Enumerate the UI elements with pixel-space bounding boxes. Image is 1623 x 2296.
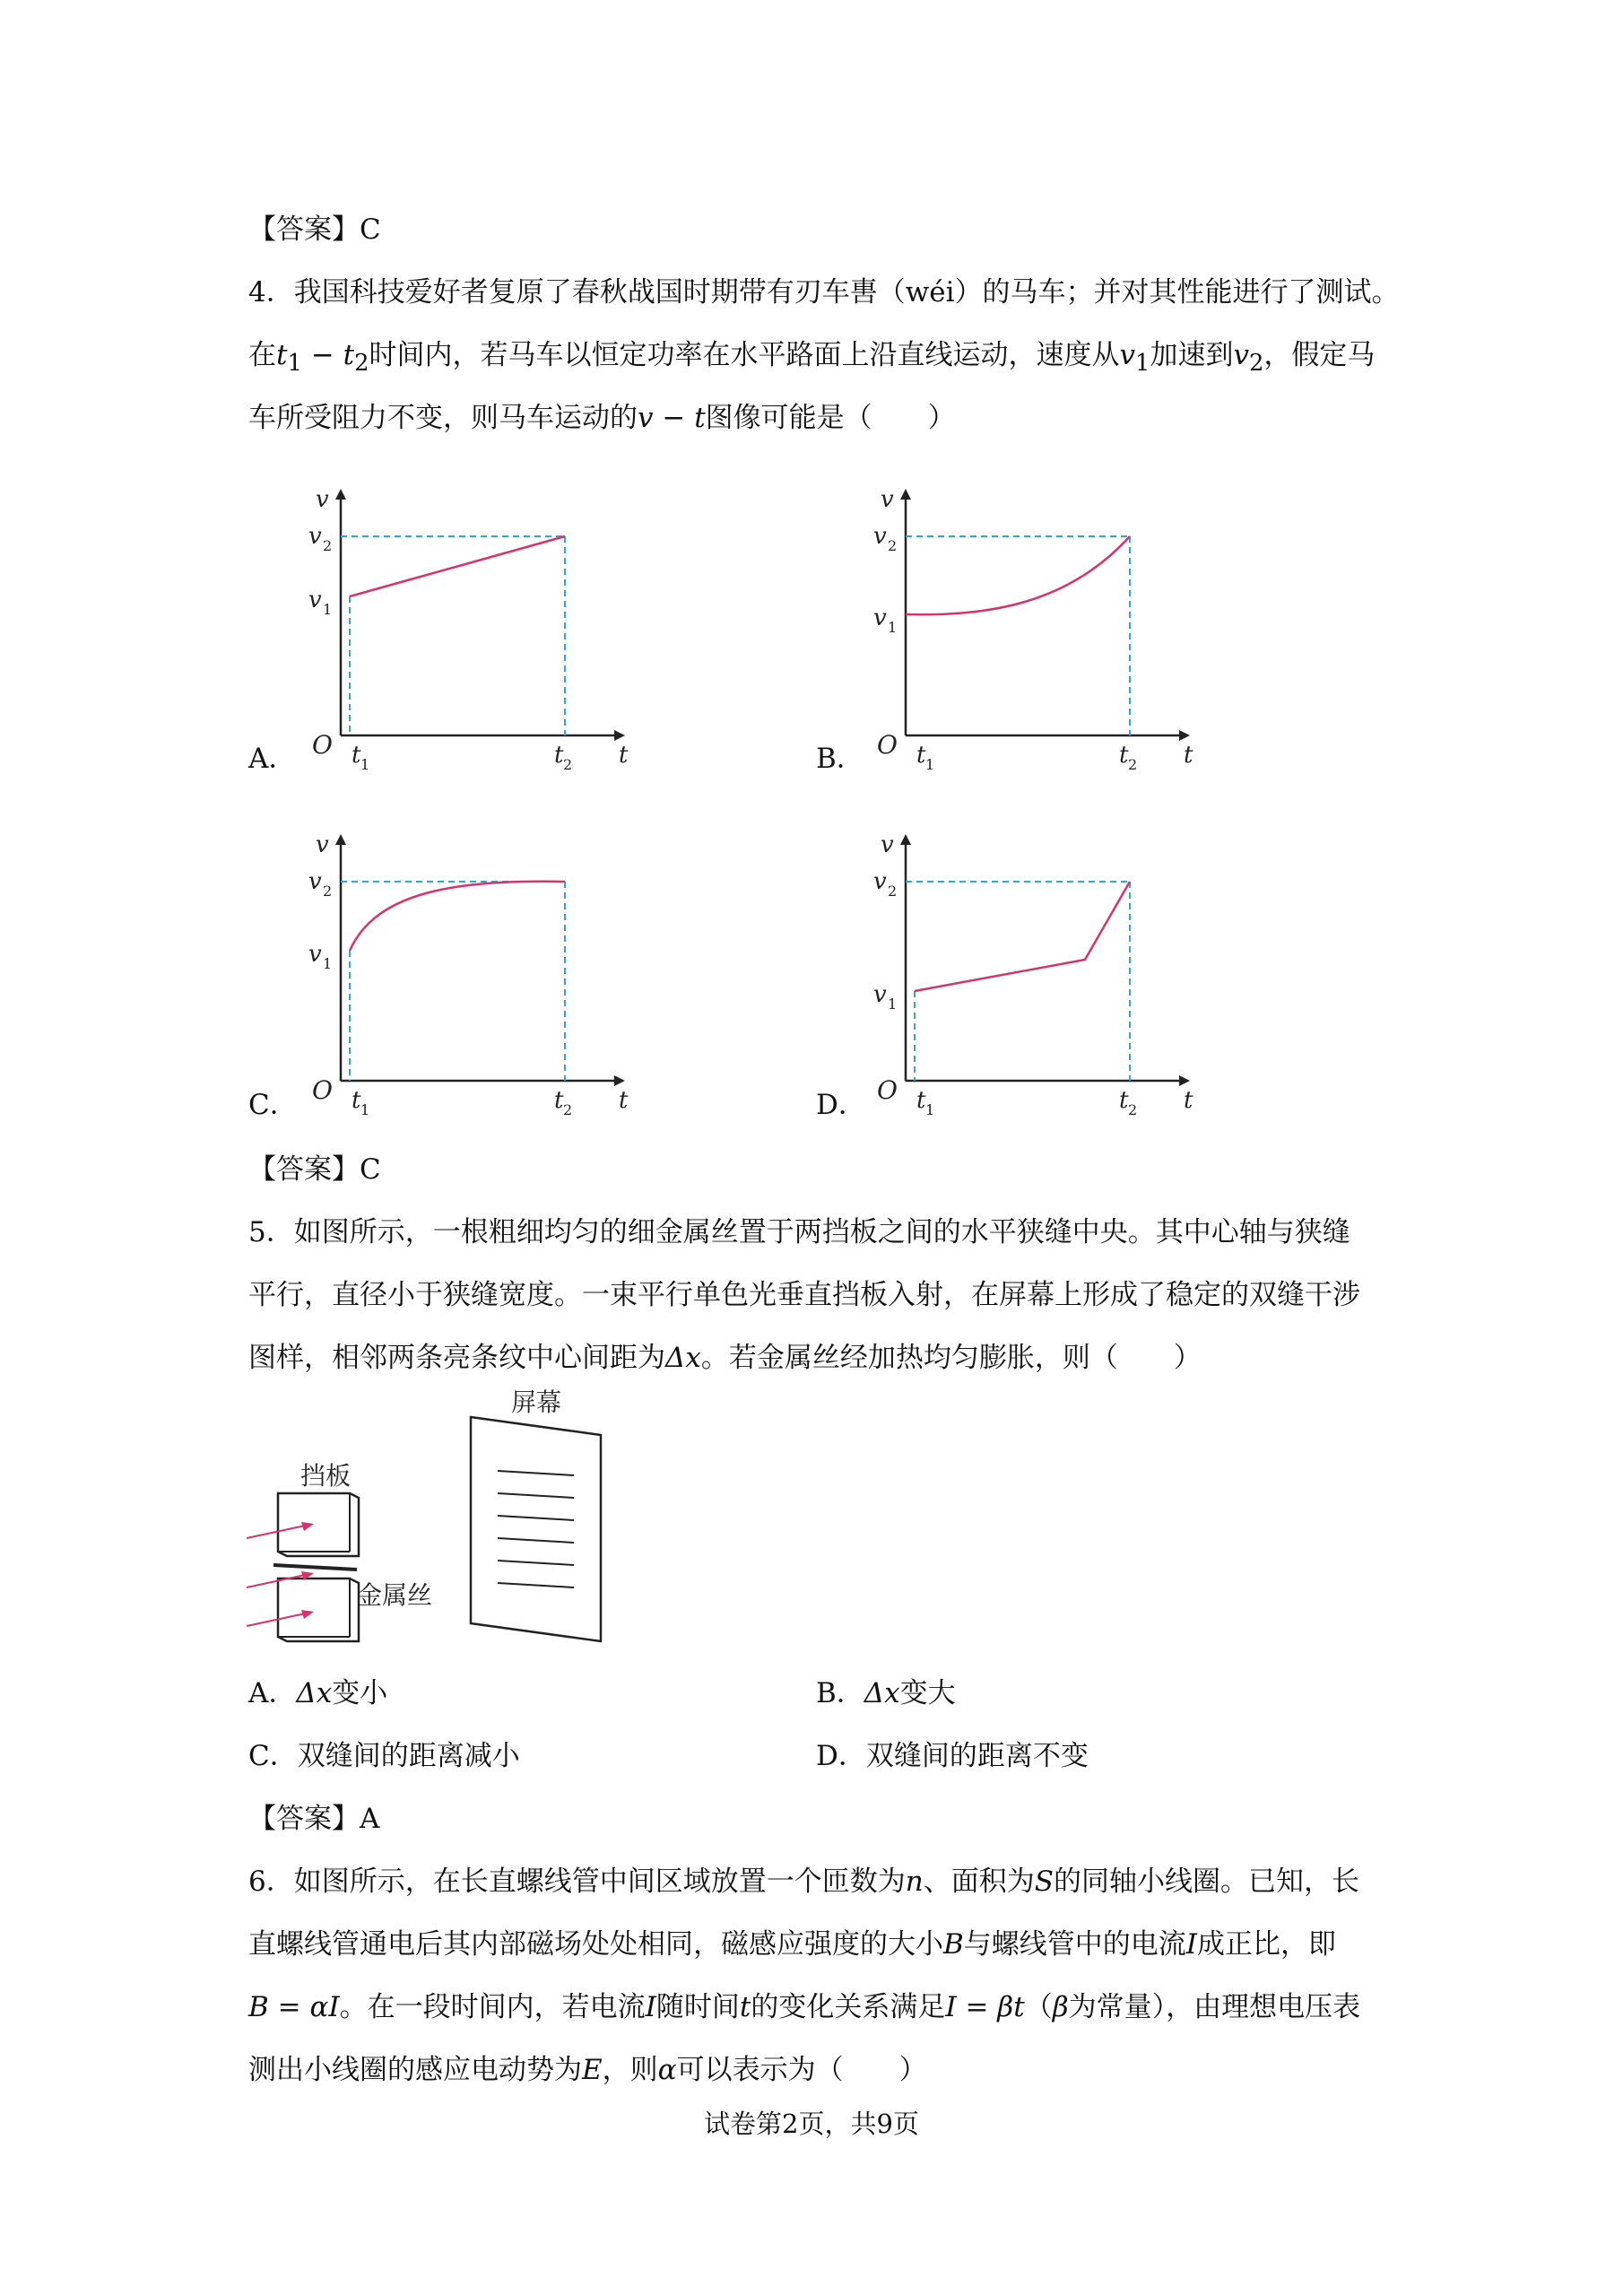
origin-label: O bbox=[312, 1075, 333, 1105]
q4-text-c: 加速到 bbox=[1150, 339, 1234, 371]
q5-opt-a-label: A． bbox=[248, 1677, 297, 1709]
graph-d bbox=[820, 821, 1287, 1126]
t2-label: t bbox=[1119, 742, 1129, 769]
t-axis-arrow bbox=[614, 1075, 625, 1086]
wire-label: 金属丝 bbox=[357, 1580, 433, 1610]
v-axis-label: v bbox=[316, 831, 329, 858]
q6-line2 bbox=[248, 1926, 1396, 1962]
q4-t2: t bbox=[343, 339, 355, 371]
v2-sub: 2 bbox=[888, 537, 898, 554]
option-c-label: C． bbox=[248, 1089, 298, 1121]
v-axis-label: v bbox=[881, 486, 894, 513]
baffle-lower bbox=[278, 1578, 359, 1641]
v1-sub: 1 bbox=[888, 619, 898, 636]
q5-text-a: 图样，相邻两条亮条纹中心间距为 bbox=[248, 1342, 665, 1374]
q6-I: I bbox=[1185, 1928, 1198, 1961]
q4-text-e: 车所受阻力不变，则马车运动的 bbox=[248, 402, 638, 434]
q6-I2: I bbox=[645, 1991, 656, 2023]
q6-t3d: （ bbox=[1024, 1991, 1053, 2023]
t1-label: t bbox=[916, 742, 926, 769]
v-axis-arrow bbox=[900, 834, 911, 845]
q4-minus: − bbox=[301, 339, 343, 371]
q5-opt-b-text: 变大 bbox=[899, 1677, 956, 1709]
q4-line3 bbox=[248, 400, 1396, 436]
q6-t3c: 的变化关系满足 bbox=[751, 1991, 946, 2023]
v-axis-arrow bbox=[900, 489, 911, 500]
t1-label: t bbox=[352, 1087, 361, 1114]
t2-label: t bbox=[554, 1087, 564, 1114]
q4-v-sub2: 2 bbox=[1248, 350, 1264, 378]
q4-answer: 【答案】C bbox=[248, 1153, 381, 1186]
graph-b-svg bbox=[820, 475, 1287, 780]
q6-alpha: α bbox=[657, 2054, 677, 2086]
q6-n: n bbox=[905, 1866, 924, 1898]
page-footer: 试卷第2页，共9页 bbox=[704, 2109, 919, 2139]
t-axis-arrow bbox=[1179, 730, 1190, 741]
v-axis-label: v bbox=[881, 831, 894, 858]
q4-text-b: 时间内，若马车以恒定功率在水平路面上沿直线运动，速度从 bbox=[369, 339, 1120, 371]
q6-eq2: I = βt bbox=[945, 1991, 1025, 2023]
v-axis-label: v bbox=[316, 486, 329, 513]
v1-label: v bbox=[873, 604, 887, 631]
v2-label: v bbox=[308, 868, 322, 895]
t1-sub: 1 bbox=[360, 1101, 370, 1118]
baffle-upper bbox=[278, 1493, 359, 1556]
v1-label: v bbox=[873, 981, 887, 1008]
graph-c-svg bbox=[256, 821, 722, 1126]
q6-B: B bbox=[943, 1928, 964, 1961]
q4-t-sub1: 1 bbox=[287, 350, 302, 378]
q6-line4 bbox=[248, 2052, 1396, 2088]
q6-beta: β bbox=[1052, 1991, 1069, 2023]
v1-sub: 1 bbox=[888, 996, 898, 1013]
q6-t4a: 测出小线圈的感应电动势为 bbox=[248, 2054, 582, 2086]
q5-figure-svg bbox=[242, 1387, 637, 1646]
q5-figure bbox=[242, 1387, 637, 1646]
q5-option-b[interactable] bbox=[816, 1675, 956, 1711]
q6-t3b: 随时间 bbox=[655, 1991, 740, 2023]
q5-option-d[interactable]: D．双缝间的距离不变 bbox=[816, 1740, 1089, 1772]
q4-v2: v bbox=[1233, 339, 1249, 371]
vt-curve bbox=[915, 882, 1130, 991]
t2-label: t bbox=[554, 742, 564, 769]
v1-sub: 1 bbox=[323, 955, 333, 972]
q6-t: t bbox=[739, 1991, 751, 2023]
graph-a bbox=[256, 475, 722, 780]
v1-label: v bbox=[308, 587, 322, 613]
q4-line1: 4．我国科技爱好者复原了春秋战国时期带有刃车軎（wéi）的马车；并对其性能进行了测试。 bbox=[248, 276, 1400, 309]
t1-sub: 1 bbox=[925, 1101, 935, 1118]
q5-option-c[interactable]: C．双缝间的距离减小 bbox=[248, 1740, 520, 1772]
vt-curve bbox=[906, 536, 1130, 614]
graph-c bbox=[256, 821, 722, 1126]
q4-text-d: ，假定马 bbox=[1263, 339, 1376, 371]
graph-a-svg bbox=[256, 475, 722, 780]
option-a-label: A． bbox=[248, 743, 297, 775]
q4-line2 bbox=[248, 337, 1396, 381]
t2-label: t bbox=[1119, 1087, 1129, 1114]
metal-wire bbox=[273, 1565, 357, 1570]
t1-label: t bbox=[352, 742, 361, 769]
q5-line1: 5．如图所示，一根粗细均匀的细金属丝置于两挡板之间的水平狭缝中央。其中心轴与狭缝 bbox=[248, 1216, 1350, 1248]
q4-t: t bbox=[276, 339, 288, 371]
t-axis-label: t bbox=[1184, 742, 1193, 769]
origin-label: O bbox=[877, 1075, 898, 1105]
screen-shape bbox=[471, 1417, 601, 1641]
q5-opt-b-label: B． bbox=[816, 1677, 864, 1709]
answer-prev: 【答案】C bbox=[248, 213, 381, 246]
t-axis-label: t bbox=[619, 1087, 629, 1114]
t2-sub: 2 bbox=[563, 1101, 573, 1118]
q6-t1a: 6．如图所示，在长直螺线管中间区域放置一个匝数为 bbox=[248, 1866, 906, 1898]
screen-label: 屏幕 bbox=[511, 1387, 562, 1417]
q6-t1b: 、面积为 bbox=[923, 1866, 1035, 1898]
q4-text-a: 在 bbox=[248, 339, 276, 371]
v2-label: v bbox=[308, 523, 322, 550]
t1-sub: 1 bbox=[925, 756, 935, 773]
q5-dx: Δx bbox=[665, 1342, 701, 1374]
t2-sub: 2 bbox=[1128, 756, 1138, 773]
v1-label: v bbox=[308, 941, 322, 968]
t-axis-arrow bbox=[614, 730, 625, 741]
q5-answer: 【答案】A bbox=[248, 1803, 380, 1835]
q4-t-sub2: 2 bbox=[354, 350, 369, 378]
q5-opt-a-var: Δx bbox=[296, 1677, 333, 1709]
v2-sub: 2 bbox=[888, 883, 898, 900]
q6-t3a: 。在一段时间内，若电流 bbox=[339, 1991, 646, 2023]
baffle-label: 挡板 bbox=[300, 1461, 352, 1491]
q4-vt: v − t bbox=[638, 402, 706, 434]
q5-opt-a-text: 变小 bbox=[332, 1677, 388, 1709]
q6-t4c: 可以表示为（ ） bbox=[676, 2054, 927, 2086]
v2-label: v bbox=[873, 523, 887, 550]
q6-E: E bbox=[582, 2054, 603, 2086]
v2-label: v bbox=[873, 868, 887, 895]
q6-t1c: 的同轴小线圈。已知，长 bbox=[1053, 1866, 1359, 1898]
v2-sub: 2 bbox=[323, 537, 333, 554]
q6-line1 bbox=[248, 1864, 1396, 1900]
t2-sub: 2 bbox=[1128, 1101, 1138, 1118]
q5-line2: 平行，直径小于狭缝宽度。一束平行单色光垂直挡板入射，在屏幕上形成了稳定的双缝干涉 bbox=[248, 1279, 1360, 1311]
q6-line3 bbox=[248, 1989, 1396, 2025]
q5-option-a[interactable] bbox=[248, 1675, 387, 1711]
q4-v: v bbox=[1119, 339, 1136, 371]
q5-text-b: 。若金属丝经加热均匀膨胀，则（ ） bbox=[700, 1342, 1202, 1374]
q4-v-sub1: 1 bbox=[1135, 350, 1150, 378]
v-axis-arrow bbox=[335, 834, 346, 845]
q6-t4b: ，则 bbox=[602, 2054, 658, 2086]
graph-d-svg bbox=[820, 821, 1287, 1126]
q5-line3 bbox=[248, 1340, 1396, 1376]
option-d-label: D． bbox=[816, 1089, 866, 1121]
origin-label: O bbox=[877, 730, 898, 760]
t-axis-arrow bbox=[1179, 1075, 1190, 1086]
origin-label: O bbox=[312, 730, 333, 760]
v2-sub: 2 bbox=[323, 883, 333, 900]
t-axis-label: t bbox=[1184, 1087, 1193, 1114]
v1-sub: 1 bbox=[323, 601, 333, 618]
q4-text-f: 图像可能是（ ） bbox=[705, 402, 956, 434]
vt-curve bbox=[350, 536, 565, 596]
q5-opt-b-var: Δx bbox=[864, 1677, 900, 1709]
q6-t3e: 为常量），由理想电压表 bbox=[1068, 1991, 1361, 2023]
t-axis-label: t bbox=[619, 742, 629, 769]
q6-eq1: B = αI bbox=[248, 1991, 340, 2023]
t1-label: t bbox=[916, 1087, 926, 1114]
graph-b bbox=[820, 475, 1287, 780]
vt-curve bbox=[350, 882, 565, 951]
q6-S: S bbox=[1034, 1866, 1054, 1898]
v-axis-arrow bbox=[335, 489, 346, 500]
q6-t2c: 成正比，即 bbox=[1197, 1928, 1337, 1961]
t2-sub: 2 bbox=[563, 756, 573, 773]
option-b-label: B． bbox=[816, 743, 864, 775]
t1-sub: 1 bbox=[360, 756, 370, 773]
q6-t2a: 直螺线管通电后其内部磁场处处相同，磁感应强度的大小 bbox=[248, 1928, 943, 1961]
q6-t2b: 与螺线管中的电流 bbox=[963, 1928, 1186, 1961]
